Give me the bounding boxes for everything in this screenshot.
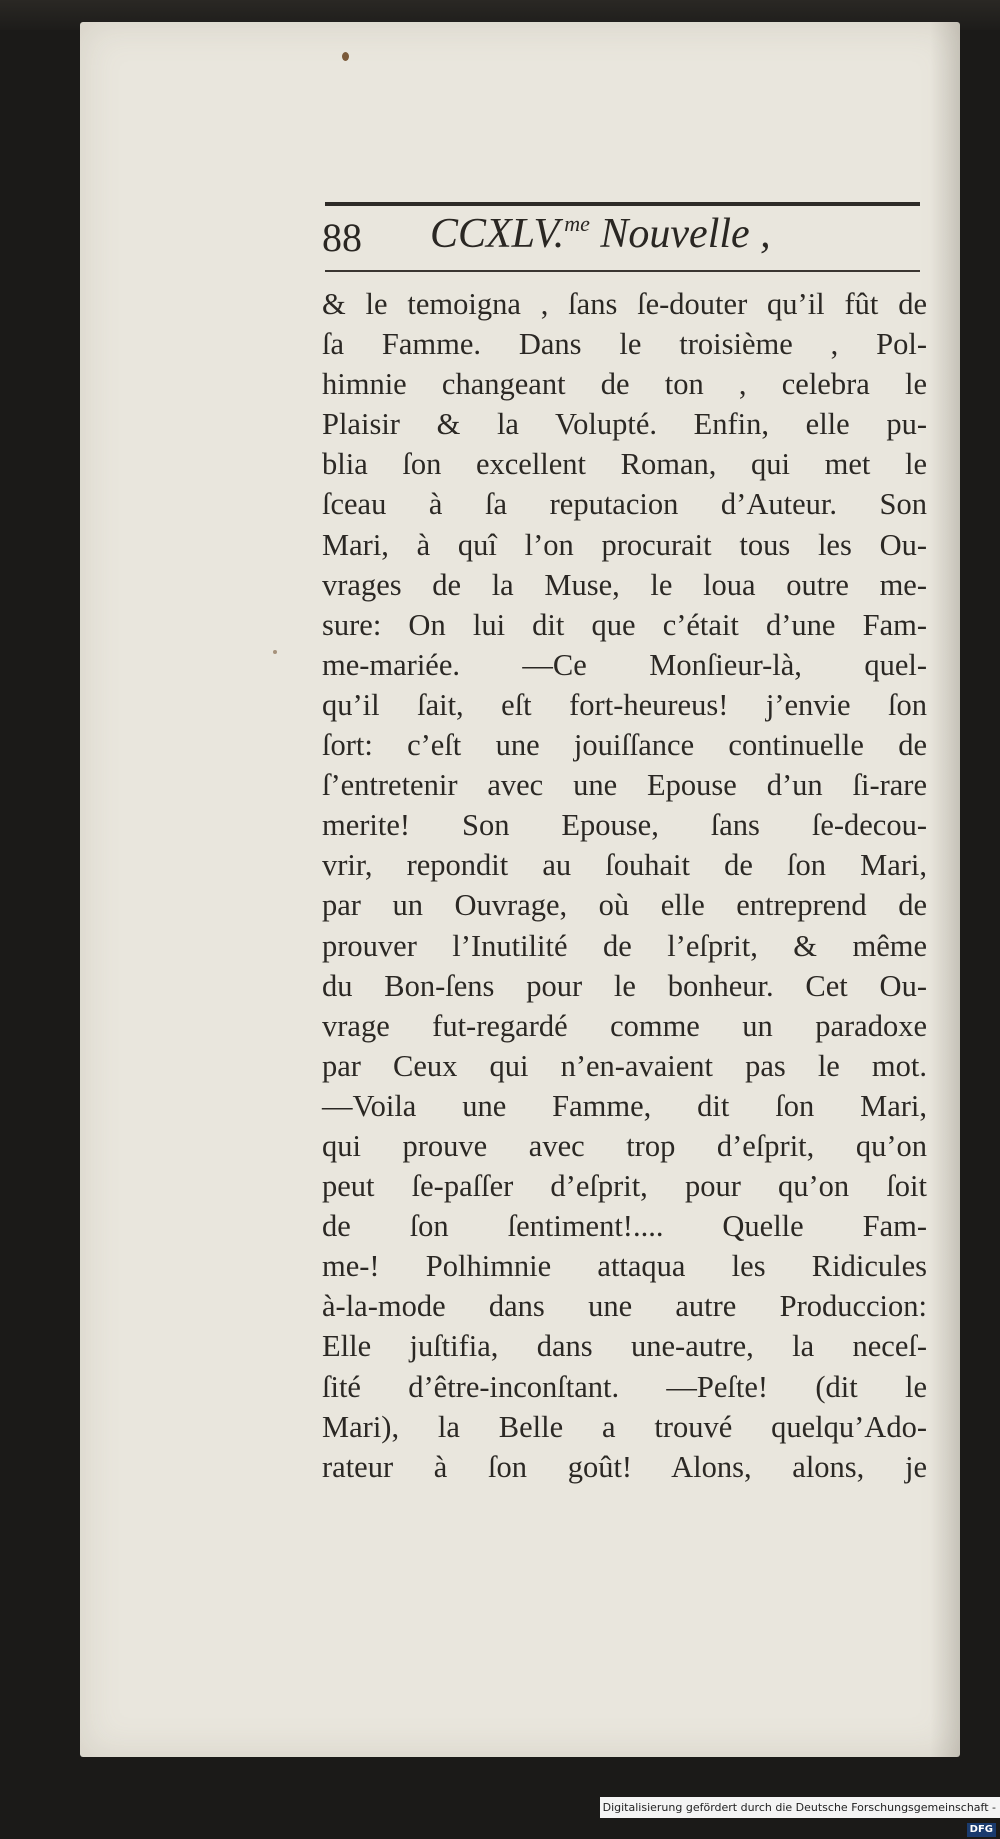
text-line: & le temoigna , ſans ſe-douter qu’il fût de <box>322 287 927 321</box>
text-line: ſort: c’eſt une jouiſſance continuelle de <box>322 728 927 763</box>
text-line: vrage fut-regardé comme un paradoxe <box>322 1008 927 1043</box>
text-line: sure: On lui dit que c’était d’une Fam- <box>322 607 927 642</box>
text-line: par un Ouvrage, où elle entreprend de <box>322 888 927 923</box>
text-line: peut ſe-paſſer d’eſprit, pour qu’on ſoit <box>322 1169 927 1204</box>
page-edge-shadow <box>930 22 960 1757</box>
text-line: me-! Polhimnie attaqua les Ridicules <box>322 1249 927 1284</box>
text-line: vrir, repondit au ſouhait de ſon Mari, <box>322 848 927 883</box>
text-line: —Voila une Famme, dit ſon Mari, <box>322 1088 927 1123</box>
text-line: ſceau à ſa reputacion d’Auteur. Son <box>322 487 927 522</box>
digitization-credit <box>600 1797 1000 1835</box>
header-top-rule <box>325 202 920 206</box>
text-line: du Bon-ſens pour le bonheur. Cet Ou- <box>322 968 927 1003</box>
text-line: merite! Son Epouse, ſans ſe-decou- <box>322 808 927 843</box>
text-line: de ſon ſentiment!.... Quelle Fam- <box>322 1209 927 1244</box>
credit-text: Digitalisierung gefördert durch die Deutsche Forschungsgemeinschaft - <box>602 1801 996 1814</box>
text-line: Plaisir & la Volupté. Enfin, elle pu- <box>322 407 927 442</box>
text-line: Mari), la Belle a trouvé quelqu’Ado- <box>322 1409 927 1444</box>
text-line: blia ſon excellent Roman, qui met le <box>322 447 927 482</box>
text-line: vrages de la Muse, le loua outre me- <box>322 567 927 602</box>
title-word: Nouvelle , <box>589 211 771 257</box>
title-superscript: me <box>564 211 590 236</box>
header-bottom-rule <box>325 270 920 272</box>
paper-speck <box>273 650 277 654</box>
body-text <box>322 284 927 1487</box>
text-line: ſité d’être-inconſtant. —Peſte! (dit le <box>322 1369 927 1404</box>
text-line: prouver l’Inutilité de l’eſprit, & même <box>322 928 927 963</box>
text-line: ſ’entretenir avec une Epouse d’un ſi-rare <box>322 768 927 803</box>
text-line: ſa Famme. Dans le troisième , Pol- <box>322 327 927 362</box>
text-line: qui prouve avec trop d’eſprit, qu’on <box>322 1128 927 1163</box>
title-numeral: CCXLV. <box>430 211 565 257</box>
text-line: qu’il ſait, eſt fort-heureus! j’envie ſon <box>322 687 927 722</box>
running-title <box>430 210 771 258</box>
page-number: 88 <box>322 215 362 260</box>
text-line: me-mariée. —Ce Monſieur-là, quel- <box>322 647 927 682</box>
paper-speck <box>342 52 349 61</box>
text-line: à-la-mode dans une autre Produccion: <box>322 1289 927 1324</box>
text-line: himnie changeant de ton , celebra le <box>322 367 927 402</box>
text-line: rateur à ſon goût! Alons, alons, je <box>322 1449 927 1484</box>
text-line: Mari, à quî l’on procurait tous les Ou- <box>322 527 927 562</box>
text-line: Elle juſtifia, dans une-autre, la neceſ- <box>322 1329 927 1364</box>
dfg-logo: DFG <box>967 1823 996 1837</box>
text-line: par Ceux qui n’en-avaient pas le mot. <box>322 1048 927 1083</box>
running-header <box>322 210 922 272</box>
